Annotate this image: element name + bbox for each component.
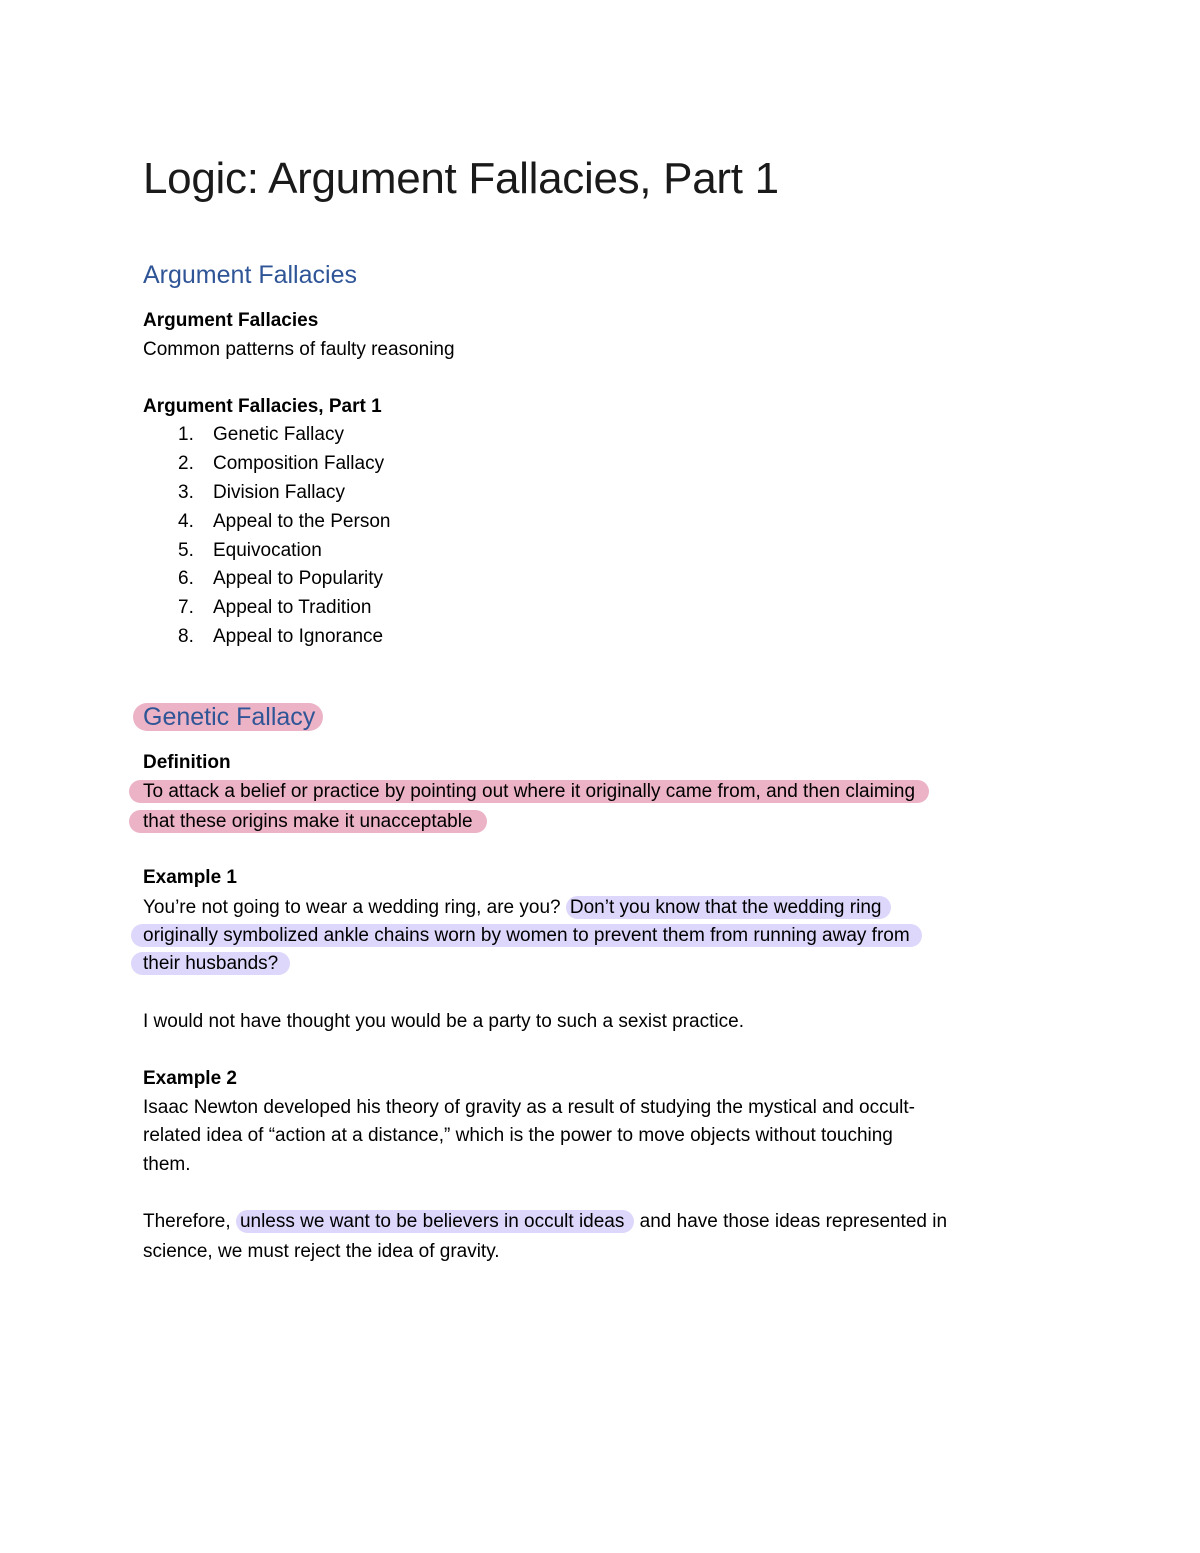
conclusion-pre: Therefore, xyxy=(143,1211,236,1232)
example-1-line-2 xyxy=(143,922,922,950)
example-2-line-2: related idea of “action at a distance,” which is the power to move objects without touching xyxy=(143,1125,893,1146)
section-heading-argument-fallacies: Argument Fallacies xyxy=(143,261,357,289)
definition-label: Definition xyxy=(143,752,231,773)
definition-line-1 xyxy=(143,778,929,806)
example-1-label: Example 1 xyxy=(143,867,237,888)
example-1-highlight: Don’t you know that the wedding ring xyxy=(566,896,892,919)
document-title: Logic: Argument Fallacies, Part 1 xyxy=(143,154,779,203)
term-definition: Common patterns of faulty reasoning xyxy=(143,339,455,360)
list-heading: Argument Fallacies, Part 1 xyxy=(143,396,382,417)
example-1-highlight: their husbands? xyxy=(131,952,290,975)
example-2-line-3: them. xyxy=(143,1154,191,1175)
section-heading-genetic-fallacy xyxy=(143,701,323,733)
example-2-label: Example 2 xyxy=(143,1068,237,1089)
example-2-conclusion-line-1 xyxy=(143,1208,947,1236)
example-1-plain-text: You’re not going to wear a wedding ring, are you? xyxy=(143,897,566,918)
heading-highlight: Genetic Fallacy xyxy=(133,703,323,731)
definition-line-2 xyxy=(143,808,487,836)
conclusion-post: and have those ideas represented in xyxy=(634,1211,948,1232)
conclusion-highlight: unless we want to be believers in occult ideas xyxy=(236,1210,634,1233)
example-2-line-1: Isaac Newton developed his theory of gravity as a result of studying the mystical and occult- xyxy=(143,1097,916,1118)
example-1-line-1 xyxy=(143,894,891,922)
example-2-conclusion-line-2: science, we must reject the idea of gravity. xyxy=(143,1241,500,1262)
definition-highlight: To attack a belief or practice by pointing out where it originally came from, and then claiming xyxy=(129,780,929,803)
example-1-highlight: originally symbolized ankle chains worn by women to prevent them from running away from xyxy=(131,924,922,947)
definition-highlight: that these origins make it unacceptable xyxy=(129,810,487,833)
term-argument-fallacies: Argument Fallacies xyxy=(143,310,319,331)
example-1-followup: I would not have thought you would be a party to such a sexist practice. xyxy=(143,1011,744,1032)
example-1-line-3 xyxy=(143,950,290,978)
